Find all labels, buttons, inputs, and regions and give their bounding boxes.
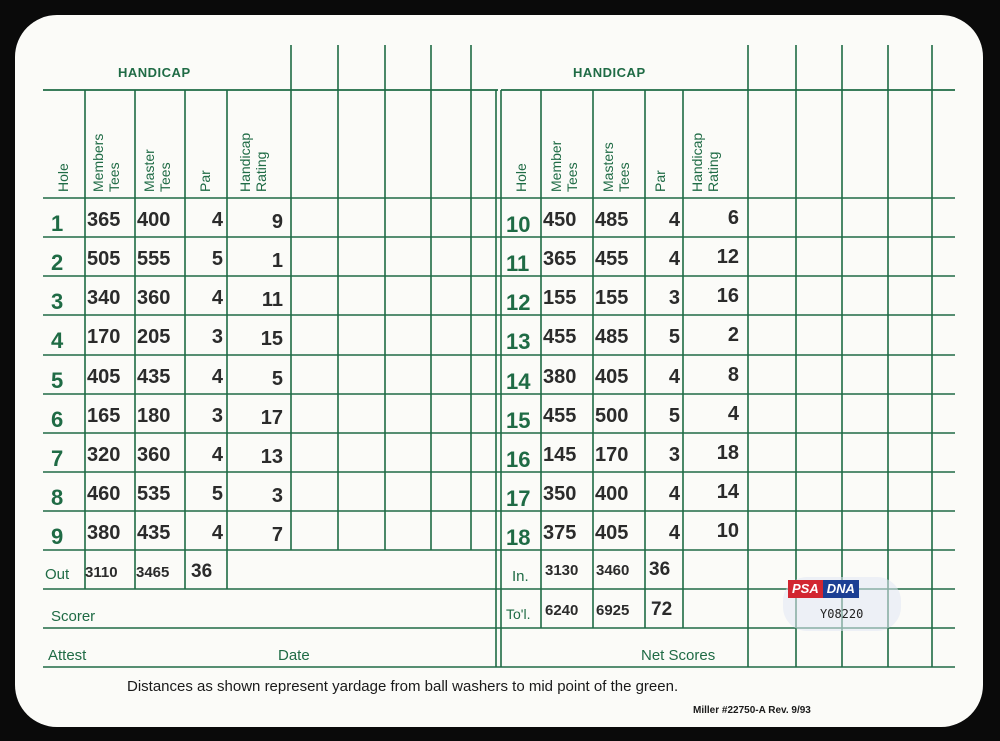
grand-par-total: 72 xyxy=(651,599,673,620)
handicap-rating: 15 xyxy=(260,328,283,350)
master-yardage: 405 xyxy=(595,366,629,388)
master-yardage: 500 xyxy=(595,405,629,427)
members-yardage: 505 xyxy=(87,248,121,270)
hole-number: 13 xyxy=(506,329,531,354)
header-handicap-rating-left: Handicap Rating xyxy=(237,132,269,192)
in-master-total: 3460 xyxy=(596,562,630,579)
header-par-right: Par xyxy=(652,170,668,192)
attest-label: Attest xyxy=(48,647,87,664)
footer-note: Distances as shown represent yardage from ball washers to mid point of the green. xyxy=(127,678,679,695)
hole-number: 8 xyxy=(51,485,64,510)
hole-number: 3 xyxy=(51,289,64,314)
par-value: 4 xyxy=(668,366,680,388)
par-value: 4 xyxy=(211,366,223,388)
authentication-code: Y08220 xyxy=(820,607,864,621)
handicap-rating: 18 xyxy=(716,442,739,464)
out-master-total: 3465 xyxy=(136,564,170,581)
master-yardage: 535 xyxy=(137,483,171,505)
par-value: 5 xyxy=(211,483,223,505)
hole-number: 9 xyxy=(51,524,64,549)
hole-number: 15 xyxy=(506,408,531,433)
par-value: 4 xyxy=(668,483,680,505)
psa-dna-logo: PSA DNA xyxy=(788,580,859,598)
hole-number: 12 xyxy=(506,290,531,315)
members-yardage: 350 xyxy=(543,483,577,505)
members-yardage: 365 xyxy=(87,209,121,231)
hole-number: 14 xyxy=(506,369,531,394)
par-value: 4 xyxy=(668,248,680,270)
in-par-total: 36 xyxy=(649,559,671,580)
hole-number: 6 xyxy=(51,407,64,432)
handicap-rating: 7 xyxy=(271,524,283,546)
header-master-tees: Master Tees xyxy=(141,149,173,192)
hole-number: 10 xyxy=(506,212,531,237)
members-yardage: 320 xyxy=(87,444,121,466)
in-members-total: 3130 xyxy=(545,562,579,579)
master-yardage: 180 xyxy=(137,405,171,427)
header-par-left: Par xyxy=(197,170,213,192)
members-yardage: 340 xyxy=(87,287,121,309)
scorer-label: Scorer xyxy=(51,608,96,625)
psa-dna-sticker xyxy=(783,577,901,631)
handicap-rating: 8 xyxy=(727,364,739,386)
handicap-rating: 12 xyxy=(716,246,739,268)
header-member-tees: Member Tees xyxy=(548,140,580,192)
master-yardage: 485 xyxy=(595,326,629,348)
par-value: 5 xyxy=(211,248,223,270)
members-yardage: 380 xyxy=(543,366,577,388)
master-yardage: 485 xyxy=(595,209,629,231)
handicap-rating: 2 xyxy=(727,324,739,346)
hole-number: 1 xyxy=(51,211,64,236)
handicap-rating: 17 xyxy=(260,407,283,429)
members-yardage: 405 xyxy=(87,366,121,388)
handicap-rating: 10 xyxy=(716,520,739,542)
handicap-rating: 1 xyxy=(271,250,283,272)
master-yardage: 455 xyxy=(595,248,629,270)
grand-members-total: 6240 xyxy=(545,602,579,619)
par-value: 3 xyxy=(211,405,223,427)
master-yardage: 400 xyxy=(137,209,171,231)
hole-number: 18 xyxy=(506,525,531,550)
members-yardage: 455 xyxy=(543,405,577,427)
handicap-rating: 6 xyxy=(727,207,739,229)
master-yardage: 405 xyxy=(595,522,629,544)
handicap-rating: 9 xyxy=(271,211,283,233)
out-par-total: 36 xyxy=(191,561,213,582)
members-yardage: 365 xyxy=(543,248,577,270)
hole-number: 11 xyxy=(506,251,530,276)
par-value: 5 xyxy=(668,405,680,427)
hole-number: 7 xyxy=(51,446,64,471)
date-label: Date xyxy=(278,647,310,664)
scorecard xyxy=(15,15,983,727)
master-yardage: 155 xyxy=(595,287,629,309)
members-yardage: 455 xyxy=(543,326,577,348)
par-value: 3 xyxy=(211,326,223,348)
par-value: 4 xyxy=(211,287,223,309)
par-value: 4 xyxy=(211,522,223,544)
hole-number: 5 xyxy=(51,368,64,393)
master-yardage: 400 xyxy=(595,483,629,505)
master-yardage: 205 xyxy=(137,326,171,348)
right-handicap-header: HANDICAP xyxy=(573,65,646,80)
master-yardage: 435 xyxy=(137,522,171,544)
handicap-rating: 3 xyxy=(271,485,283,507)
handicap-rating: 5 xyxy=(271,368,283,390)
members-yardage: 170 xyxy=(87,326,121,348)
master-yardage: 435 xyxy=(137,366,171,388)
par-value: 4 xyxy=(211,444,223,466)
out-members-total: 3110 xyxy=(85,564,118,581)
par-value: 4 xyxy=(668,522,680,544)
handicap-rating: 14 xyxy=(716,481,739,503)
members-yardage: 450 xyxy=(543,209,577,231)
hole-number: 16 xyxy=(506,447,531,472)
header-hole-left: Hole xyxy=(55,163,71,192)
par-value: 3 xyxy=(668,444,680,466)
handicap-rating: 13 xyxy=(260,446,283,468)
print-code: Miller #22750-A Rev. 9/93 xyxy=(693,705,811,716)
grand-master-total: 6925 xyxy=(596,602,630,619)
left-handicap-header: HANDICAP xyxy=(118,65,191,80)
header-masters-tees: Masters Tees xyxy=(600,142,632,192)
net-scores-label: Net Scores xyxy=(641,647,716,664)
header-members-tees: Members Tees xyxy=(90,133,122,192)
members-yardage: 460 xyxy=(87,483,121,505)
members-yardage: 165 xyxy=(87,405,121,427)
par-value: 4 xyxy=(211,209,223,231)
in-label: In. xyxy=(512,568,529,585)
header-hole-right: Hole xyxy=(513,163,529,192)
par-value: 5 xyxy=(668,326,680,348)
out-label: Out xyxy=(45,566,70,583)
hole-number: 17 xyxy=(506,486,531,511)
header-handicap-rating-right: Handicap Rating xyxy=(689,132,721,192)
handicap-rating: 11 xyxy=(261,289,283,311)
members-yardage: 375 xyxy=(543,522,577,544)
par-value: 4 xyxy=(668,209,680,231)
hole-number: 2 xyxy=(51,250,64,275)
par-value: 3 xyxy=(668,287,680,309)
total-label: To'l. xyxy=(506,606,531,622)
master-yardage: 555 xyxy=(137,248,171,270)
master-yardage: 360 xyxy=(137,287,171,309)
handicap-rating: 4 xyxy=(727,403,739,425)
handicap-rating: 16 xyxy=(716,285,739,307)
members-yardage: 155 xyxy=(543,287,577,309)
members-yardage: 145 xyxy=(543,444,577,466)
master-yardage: 360 xyxy=(137,444,171,466)
hole-number: 4 xyxy=(51,328,64,353)
members-yardage: 380 xyxy=(87,522,121,544)
master-yardage: 170 xyxy=(595,444,629,466)
